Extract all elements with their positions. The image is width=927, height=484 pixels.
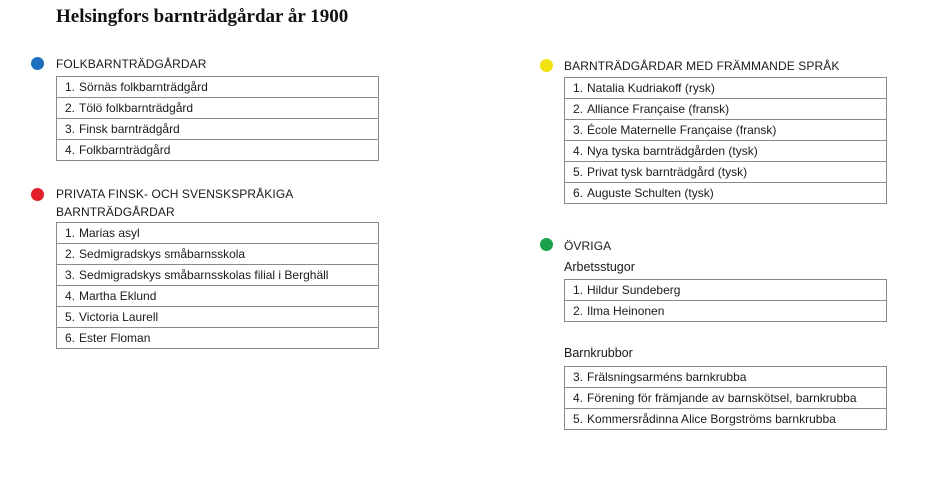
section-heading-line2: BARNTRÄDGÅRDAR — [56, 205, 175, 219]
item-list — [564, 279, 887, 322]
subheading-arbetsstugor: Arbetsstugor — [564, 260, 635, 274]
item-number: 3. — [65, 122, 76, 136]
item-number: 1. — [573, 283, 584, 297]
list-item — [56, 265, 379, 286]
list-item — [564, 388, 887, 409]
item-number: 4. — [573, 144, 584, 158]
section-heading-line1: PRIVATA FINSK- OCH SVENSKSPRÅKIGA — [56, 187, 294, 201]
item-number: 1. — [65, 80, 76, 94]
item-name: Finsk barnträdgård — [79, 122, 180, 136]
section-heading: ÖVRIGA — [564, 239, 612, 253]
list-item — [56, 328, 379, 349]
list-item — [564, 141, 887, 162]
list-item — [56, 286, 379, 307]
item-number: 6. — [573, 186, 584, 200]
item-name: Alliance Française (fransk) — [587, 102, 730, 116]
section-heading: FOLKBARNTRÄDGÅRDAR — [56, 57, 207, 71]
item-name: Tölö folkbarnträdgård — [79, 101, 194, 115]
page-title: Helsingfors barnträdgårdar år 1900 — [56, 6, 349, 27]
list-item — [564, 99, 887, 120]
item-name: Sedmigradskys småbarnsskolas filial i Berghäll — [79, 268, 329, 282]
list-item — [56, 223, 379, 244]
item-name: École Maternelle Française (fransk) — [587, 123, 777, 137]
list-item — [56, 244, 379, 265]
item-number: 4. — [65, 289, 76, 303]
item-number: 5. — [573, 412, 584, 426]
item-number: 6. — [65, 331, 76, 345]
item-number: 1. — [65, 226, 76, 240]
item-number: 2. — [573, 102, 584, 116]
item-number: 3. — [65, 268, 76, 282]
item-number: 3. — [573, 123, 584, 137]
item-number: 2. — [573, 304, 584, 318]
item-name: Natalia Kudriakoff (rysk) — [587, 81, 715, 95]
item-list — [56, 222, 379, 349]
item-name: Hildur Sundeberg — [587, 283, 681, 297]
list-item — [564, 409, 887, 430]
item-name: Sedmigradskys småbarnsskola — [79, 247, 246, 261]
item-name: Frälsningsarméns barnkrubba — [587, 370, 747, 384]
list-item — [564, 301, 887, 322]
list-item — [564, 280, 887, 301]
item-name: Auguste Schulten (tysk) — [587, 186, 714, 200]
item-name: Förening för främjande av barnskötsel, barnkrubba — [587, 391, 857, 405]
item-list — [564, 366, 887, 430]
item-number: 4. — [65, 143, 76, 157]
list-item — [56, 77, 379, 98]
item-number: 4. — [573, 391, 584, 405]
item-name: Marias asyl — [79, 226, 140, 240]
red-dot-icon — [31, 188, 44, 201]
item-name: Nya tyska barnträdgården (tysk) — [587, 144, 758, 158]
item-name: Ester Floman — [79, 331, 151, 345]
list-item — [56, 119, 379, 140]
list-item — [56, 307, 379, 328]
item-name: Kommersrådinna Alice Borgströms barnkrubba — [587, 412, 836, 426]
item-name: Privat tysk barnträdgård (tysk) — [587, 165, 748, 179]
list-item — [564, 367, 887, 388]
item-number: 2. — [65, 101, 76, 115]
item-list — [56, 76, 379, 161]
list-item — [564, 120, 887, 141]
item-number: 5. — [65, 310, 76, 324]
subheading-barnkrubbor: Barnkrubbor — [564, 346, 633, 360]
list-item — [56, 140, 379, 161]
item-name: Martha Eklund — [79, 289, 157, 303]
item-name: Folkbarnträdgård — [79, 143, 171, 157]
item-list — [564, 77, 887, 204]
item-number: 5. — [573, 165, 584, 179]
blue-dot-icon — [31, 57, 44, 70]
list-item — [564, 183, 887, 204]
section-heading: BARNTRÄDGÅRDAR MED FRÄMMANDE SPRÅK — [564, 59, 840, 73]
list-item — [564, 162, 887, 183]
list-item — [564, 78, 887, 99]
item-name: Victoria Laurell — [79, 310, 159, 324]
item-number: 1. — [573, 81, 584, 95]
list-item — [56, 98, 379, 119]
item-name: Sörnäs folkbarnträdgård — [79, 80, 208, 94]
item-name: Ilma Heinonen — [587, 304, 665, 318]
green-dot-icon — [540, 238, 553, 251]
item-number: 3. — [573, 370, 584, 384]
yellow-dot-icon — [540, 59, 553, 72]
item-number: 2. — [65, 247, 76, 261]
